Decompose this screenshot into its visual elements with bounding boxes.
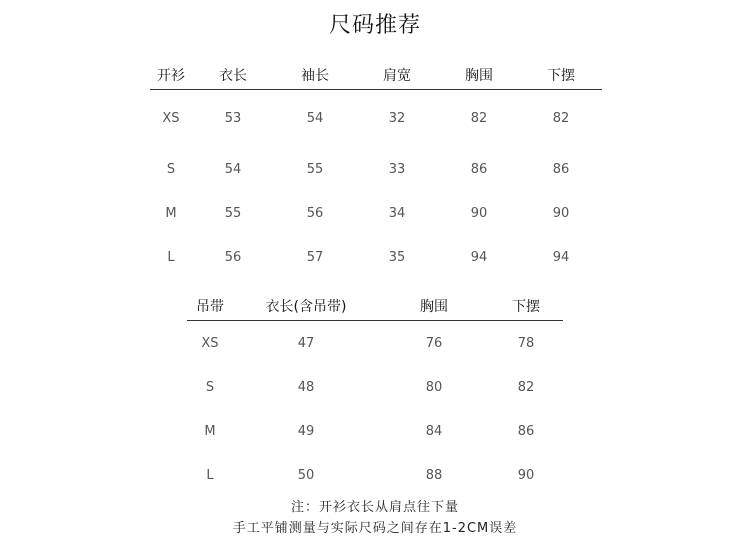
value-cell: 78 <box>517 335 535 351</box>
value-cell: 53 <box>224 111 242 126</box>
header-camisole: 吊带 <box>187 292 233 321</box>
value-cell: 48 <box>297 379 315 395</box>
value-cell: 54 <box>224 161 242 177</box>
value-cell: 84 <box>425 423 443 439</box>
header-hem: 下摆 <box>520 61 602 90</box>
measurement-note: 注：开衫衣长从肩点往下量 <box>290 500 459 515</box>
value-cell: 56 <box>224 249 242 265</box>
header-hem: 下摆 <box>489 292 563 321</box>
size-cell: XS <box>162 111 180 126</box>
value-cell: 34 <box>388 205 406 221</box>
table-row <box>187 453 563 497</box>
value-cell: 94 <box>470 249 488 265</box>
header-shoulder: 肩宽 <box>356 61 438 90</box>
value-cell: 57 <box>306 249 324 265</box>
value-cell: 32 <box>388 111 406 126</box>
table-row <box>187 321 563 366</box>
table-row <box>150 90 602 148</box>
size-cell: M <box>165 205 177 221</box>
value-cell: 86 <box>517 423 535 439</box>
header-sleeve: 袖长 <box>274 61 356 90</box>
value-cell: 88 <box>425 467 443 483</box>
table-row <box>150 191 602 235</box>
size-cell: S <box>166 161 176 177</box>
value-cell: 54 <box>306 111 324 126</box>
value-cell: 56 <box>306 205 324 221</box>
camisole-size-table <box>187 292 563 497</box>
tolerance-note: 手工平铺测量与实际尺码之间存在1-2CM误差 <box>232 521 518 536</box>
value-cell: 76 <box>425 335 443 351</box>
value-cell: 55 <box>224 205 242 221</box>
table-row <box>150 235 602 279</box>
value-cell: 49 <box>297 423 315 439</box>
value-cell: 90 <box>470 205 488 221</box>
size-cell: L <box>167 249 175 265</box>
size-cell: S <box>205 379 215 395</box>
value-cell: 80 <box>425 379 443 395</box>
header-chest: 胸围 <box>438 61 520 90</box>
value-cell: 94 <box>552 249 570 265</box>
header-chest: 胸围 <box>379 292 489 321</box>
table-row <box>187 409 563 453</box>
table-row <box>187 365 563 409</box>
value-cell: 50 <box>297 467 315 483</box>
header-cardigan: 开衫 <box>150 61 192 90</box>
size-cell: M <box>204 423 216 439</box>
value-cell: 82 <box>470 111 488 126</box>
header-length: 衣长 <box>192 61 274 90</box>
table-row <box>150 147 602 191</box>
size-cell: L <box>206 467 214 483</box>
page-title: 尺码推荐 <box>328 13 421 38</box>
value-cell: 55 <box>306 161 324 177</box>
header-length-with-strap: 衣长(含吊带) <box>233 292 379 321</box>
value-cell: 33 <box>388 161 406 177</box>
table-header-row <box>150 61 602 90</box>
value-cell: 47 <box>297 335 315 351</box>
cardigan-size-table <box>150 61 602 279</box>
value-cell: 82 <box>552 111 570 126</box>
value-cell: 90 <box>552 205 570 221</box>
size-cell: XS <box>201 335 219 351</box>
value-cell: 82 <box>517 379 535 395</box>
value-cell: 86 <box>552 161 570 177</box>
value-cell: 90 <box>517 467 535 483</box>
value-cell: 86 <box>470 161 488 177</box>
value-cell: 35 <box>388 249 406 265</box>
table-header-row <box>187 292 563 321</box>
